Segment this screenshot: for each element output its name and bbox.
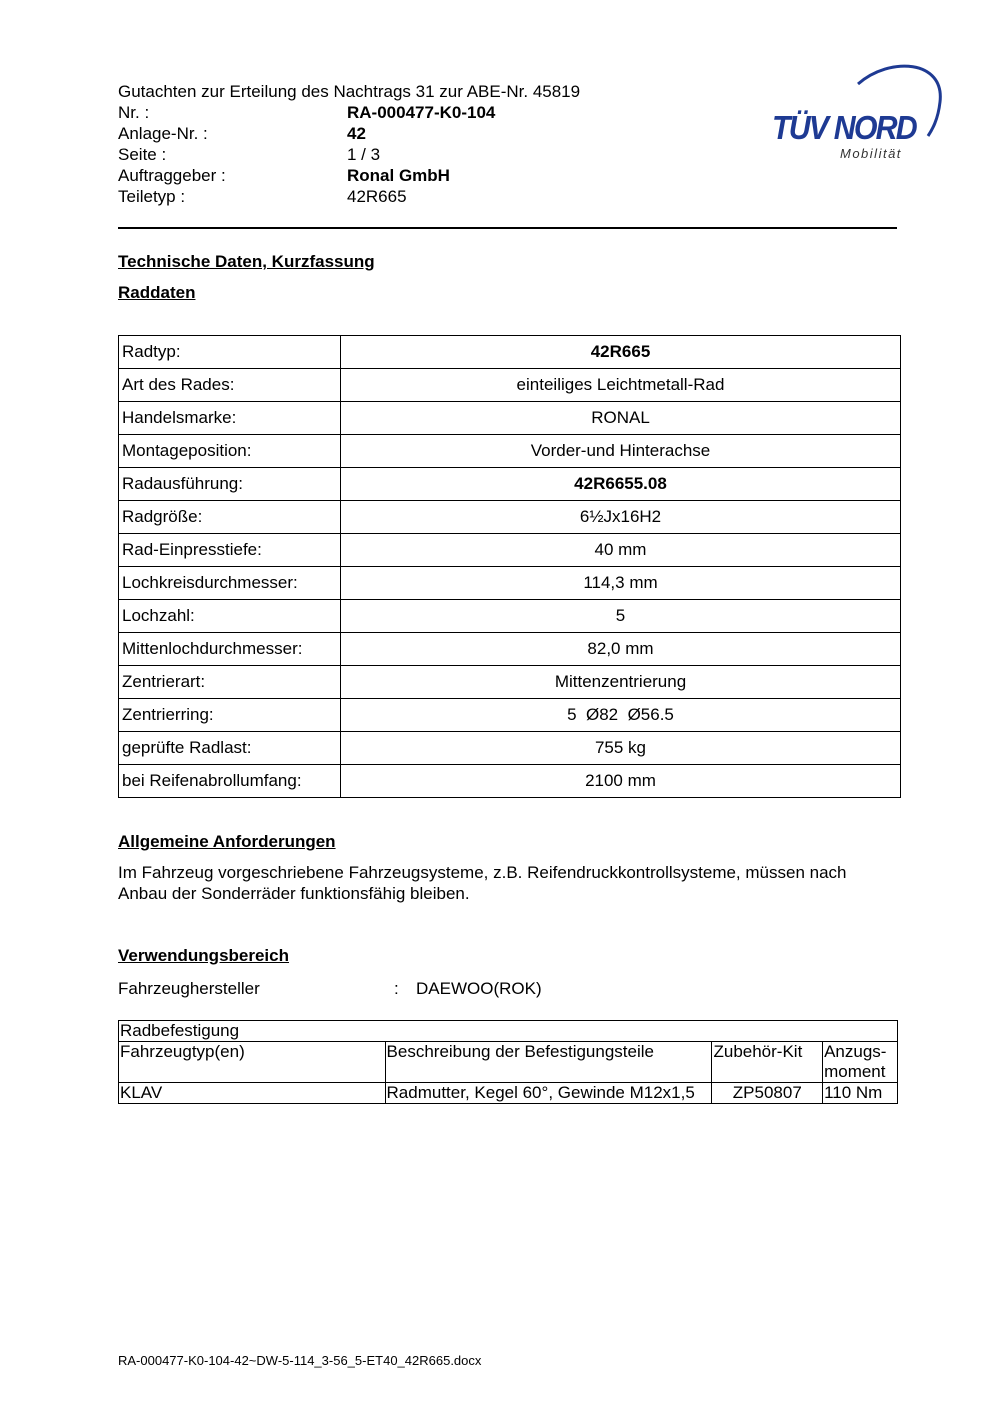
allgemein-text: Im Fahrzeug vorgeschriebene Fahrzeugsysteme, z.B. Reifendruckkontrollsysteme, müssen nach Anbau der Sonderräder funktionsfähig bleiben. (118, 863, 847, 903)
table-row: Art des Rades: einteiliges Leichtmetall-Rad (119, 369, 901, 402)
allgemein-title: Allgemeine Anforderungen (118, 832, 336, 851)
table-header-row: Fahrzeugtyp(en) Beschreibung der Befestigungsteile Zubehör-Kit Anzugs-moment (119, 1042, 898, 1083)
table-row: Zentrierart: Mittenzentrierung (119, 666, 901, 699)
table-row: geprüfte Radlast: 755 kg (119, 732, 901, 765)
verwendung-title: Verwendungsbereich (118, 946, 289, 965)
header-row-teiletyp: Teiletyp : 42R665 (118, 187, 407, 206)
logo-brand: TÜV NORD (772, 109, 916, 146)
table-row: Rad-Einpresstiefe: 40 mm (119, 534, 901, 567)
table-row: Handelsmarke: RONAL (119, 402, 901, 435)
table-row: Mittenlochdurchmesser: 82,0 mm (119, 633, 901, 666)
document-header (118, 81, 580, 207)
table-row: Radtyp: 42R665 (119, 336, 901, 369)
manufacturer-value: DAEWOO(ROK) (416, 979, 542, 998)
table-row: Lochzahl: 5 (119, 600, 901, 633)
table-row: Radgröße: 6½Jx16H2 (119, 501, 901, 534)
header-divider (118, 227, 897, 229)
table-caption-row: Radbefestigung (119, 1021, 898, 1042)
logo-subtitle: Mobilität (840, 146, 902, 161)
raddaten-table (118, 335, 901, 798)
table-row: Zentrierring: 5 Ø82 Ø56.5 (119, 699, 901, 732)
header-row-anlage: Anlage-Nr. : 42 (118, 124, 366, 143)
footer-filename: RA-000477-K0-104-42~DW-5-114_3-56_5-ET40_42R665.docx (118, 1353, 482, 1368)
section-title: Technische Daten, Kurzfassung (118, 252, 375, 271)
table-row: Montageposition: Vorder-und Hinterachse (119, 435, 901, 468)
document-title: Gutachten zur Erteilung des Nachtrags 31 zur ABE-Nr. 45819 (118, 82, 581, 101)
header-row-seite: Seite : 1 / 3 (118, 145, 381, 164)
tuv-nord-logo (770, 62, 945, 162)
manufacturer-label: Fahrzeughersteller (118, 979, 260, 998)
radbefestigung-table (118, 1020, 898, 1104)
table-row: Lochkreisdurchmesser: 114,3 mm (119, 567, 901, 600)
section-subtitle: Raddaten (118, 283, 196, 302)
header-row-auftraggeber: Auftraggeber : Ronal GmbH (118, 166, 450, 185)
table-row: KLAV Radmutter, Kegel 60°, Gewinde M12x1,5 ZP50807 110 Nm (119, 1083, 898, 1104)
table-row: bei Reifenabrollumfang: 2100 mm (119, 765, 901, 798)
table-row: Radausführung: 42R6655.08 (119, 468, 901, 501)
header-row-nr: Nr. : RA-000477-K0-104 (118, 103, 496, 122)
manufacturer-row: Fahrzeughersteller : DAEWOO(ROK) (118, 979, 542, 998)
